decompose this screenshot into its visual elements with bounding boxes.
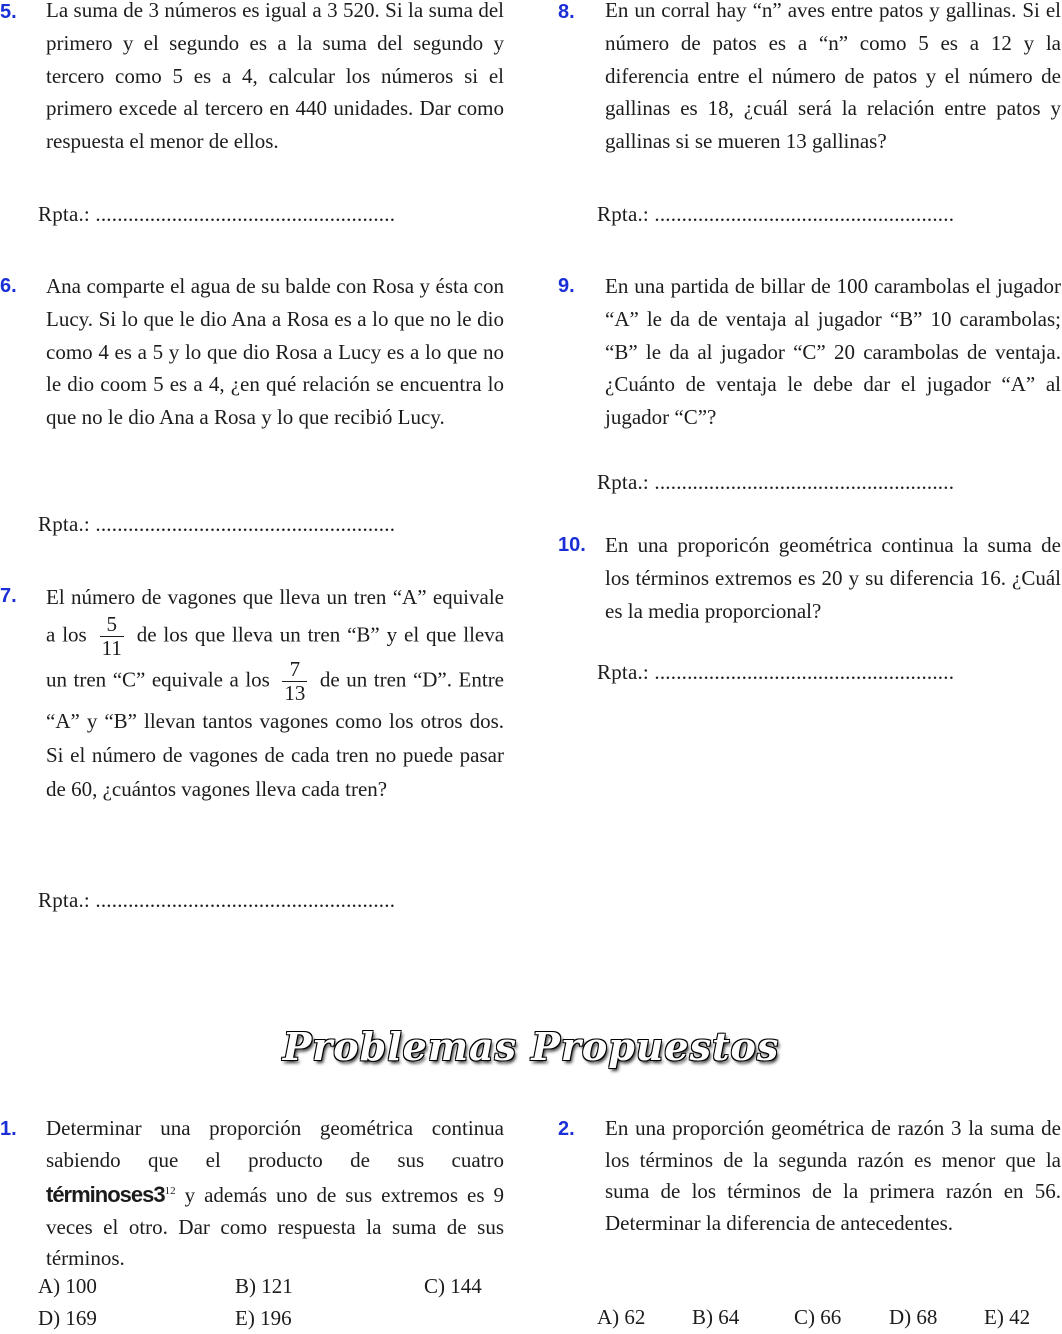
problem-number: 1. <box>0 1118 17 1140</box>
problem-number: 7. <box>0 585 17 607</box>
answer-line-10: Rpta.: ....................................................... <box>597 660 955 684</box>
answer-line-8: Rpta.: ....................................................... <box>597 202 955 226</box>
problem-text-part: Determinar una proporción geométrica continua sabiendo que el producto de sus cuatro <box>46 1116 504 1172</box>
problem-text: Ana comparte el agua de su balde con Rosa y ésta con Lucy. Si lo que le dio Ana a Rosa es a lo que no le dio como 4 es a 5 y lo que dio Rosa a Lucy es a lo que no le dio coom 5 es a 4, ¿en qué relación se encuentra lo que no le dio Ana a Rosa y lo que recibió Lucy. <box>46 274 504 430</box>
problem-text: En un corral hay “n” aves entre patos y gallinas. Si el número de patos es a “n” como 5 es a 12 y la diferencia entre el número de patos y el número de gallinas es 18, ¿cuál será la relación entre patos y gallinas si se mueren 13 gallinas? <box>605 0 1061 154</box>
problem-text: En una partida de billar de 100 carambolas el jugador “A” le da de ventaja al jugador “B” 10 carambolas; “B” le da al jugador “C” 20 carambolas de ventaja. ¿Cuánto de ventaja le debe dar el jugador “A” al jugador “C”? <box>605 274 1061 430</box>
problem-text-part: y además uno de sus extremos es 9 veces el otro. Dar como respuesta la suma de sus términos. <box>46 1183 505 1270</box>
answer-line-6: Rpta.: ....................................................... <box>38 512 396 536</box>
option-c: C) 66 <box>794 1305 842 1329</box>
problem-text-part: de un tren “D”. Entre “A” y “B” llevan tantos vagones como los otros dos. Si el número de vagones de cada tren no puede pasar de 60, ¿cuántos vagones lleva cada tren? <box>46 667 505 801</box>
problem-text-part: de los que lleva un tren “B” y el que lleva un tren “C” equivale a los <box>46 622 505 692</box>
problem-text-part: El número de vagones que lleva un tren “A” equivale a los <box>46 585 504 647</box>
section-title: Problemas Propuestos <box>282 1024 780 1069</box>
answer-line-5: Rpta.: ....................................................... <box>38 202 396 226</box>
option-a: A) 62 <box>597 1305 646 1329</box>
problem-text <box>46 1113 504 1275</box>
option-e: E) 196 <box>235 1306 292 1330</box>
problem-number: 8. <box>558 1 575 23</box>
option-e: E) 42 <box>984 1305 1031 1329</box>
option-a: A) 100 <box>38 1274 97 1298</box>
problem-text <box>46 580 504 806</box>
option-b: B) 121 <box>235 1274 293 1298</box>
problem-number: 5. <box>0 1 17 23</box>
problem-text: La suma de 3 números es igual a 3 520. Si la suma del primero y el segundo es a la suma del segundo y tercero como 5 es a 4, calcular los números si el primero excede al tercero en 440 unidades. Dar como respuesta el menor de ellos. <box>46 0 504 154</box>
answer-line-7: Rpta.: ....................................................... <box>38 888 396 912</box>
answer-line-9: Rpta.: ....................................................... <box>597 470 955 494</box>
fraction-7-13: $\frac{7}{13}$ <box>284 657 306 705</box>
bold-terms: términoses3 <box>46 1182 165 1207</box>
option-c: C) 144 <box>424 1274 482 1298</box>
problem-text: En una proporicón geométrica continua la suma de los términos extremos es 20 y su diferencia 16. ¿Cuál es la media proporcional? <box>605 533 1061 623</box>
option-d: D) 68 <box>889 1305 938 1329</box>
problem-number: 9. <box>558 275 575 297</box>
problem-text: En una proporción geométrica de razón 3 la suma de los términos de la segunda razón es menor que la suma de los términos de la primera razón en 56. Determinar la diferencia de antecedentes. <box>605 1116 1061 1235</box>
option-d: D) 169 <box>38 1306 97 1330</box>
exponent: 12 <box>164 1185 176 1197</box>
option-b: B) 64 <box>692 1305 740 1329</box>
problem-number: 6. <box>0 275 17 297</box>
fraction-5-11: $\frac{5}{11}$ <box>101 612 122 660</box>
problem-number: 2. <box>558 1118 575 1140</box>
problem-number: 10. <box>558 534 586 556</box>
